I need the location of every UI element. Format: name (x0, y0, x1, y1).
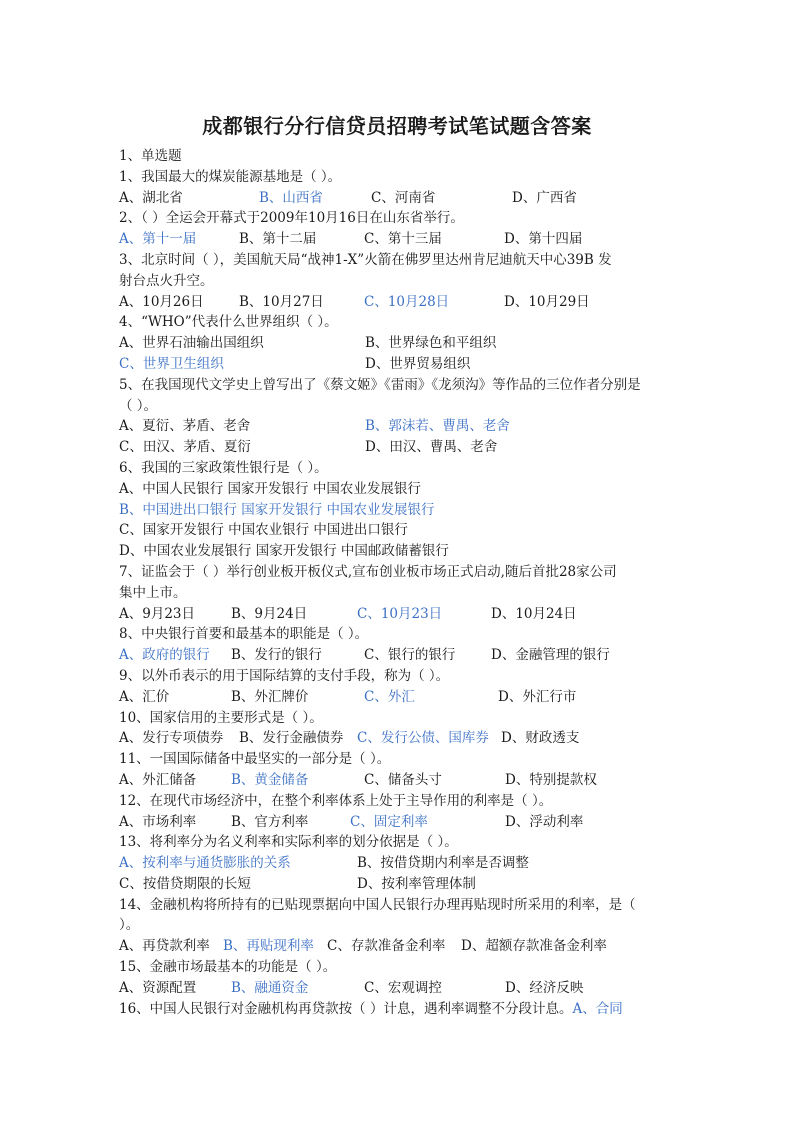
option-b: B、第十二届 (239, 231, 317, 248)
option-b-answer: B、融通资金 (231, 979, 309, 996)
option-d: D、广西省 (512, 189, 577, 206)
question-12: 12、在现代市场经济中，在整个利率体系上处于主导作用的利率是（ ）。 (119, 792, 553, 809)
question-13-options-cd (119, 874, 689, 895)
option-c-answer: C、发行公债、国库券 (357, 730, 489, 747)
option-c: C、宏观调控 (364, 979, 442, 996)
option-b: B、10月27日 (239, 293, 324, 310)
option-b-answer: B、黄金储备 (231, 771, 309, 788)
question-16 (119, 999, 689, 1020)
question-1: 1、我国最大的煤炭能源基地是（ ）。 (119, 168, 342, 185)
option-d: D、财政透支 (501, 730, 580, 747)
question-16-text: 16、中国人民银行对金融机构再贷款按（ ）计息，遇利率调整不分段计息。 (119, 1000, 573, 1017)
option-a-answer: A、合同 (572, 1000, 623, 1017)
question-12-options (119, 812, 689, 833)
option-b: B、9月24日 (231, 605, 308, 622)
question-14-options (119, 936, 689, 957)
question-7-line-2: 集中上市。 (119, 584, 187, 601)
option-c: C、储备头寸 (364, 771, 442, 788)
question-6: 6、我国的三家政策性银行是（ ）。 (119, 459, 328, 476)
question-4-options-ab (119, 333, 689, 354)
option-d: D、金融管理的银行 (491, 647, 610, 664)
option-d: D、按利率管理体制 (357, 875, 476, 892)
option-a: A、中国人民银行 国家开发银行 中国农业发展银行 (119, 480, 421, 497)
option-a-answer: A、按利率与通货膨胀的关系 (119, 855, 291, 872)
option-b: B、官方利率 (231, 813, 309, 830)
option-d: D、外汇行市 (498, 688, 577, 705)
option-b: B、发行金融债券 (239, 730, 344, 747)
option-d: D、经济反映 (505, 979, 584, 996)
question-15-options (119, 978, 689, 999)
option-c: C、国家开发银行 中国农业银行 中国进出口银行 (119, 522, 408, 539)
option-a: A、10月26日 (119, 293, 204, 310)
question-3-line-2: 射台点火升空。 (119, 272, 214, 289)
option-d: D、中国农业发展银行 国家开发银行 中国邮政储蓄银行 (119, 543, 449, 560)
question-5-line-1: 5、在我国现代文学史上曾写出了《蔡文姬》《雷雨》《龙须沟》等作品的三位作者分别是 (119, 376, 641, 393)
option-b: B、发行的银行 (231, 647, 322, 664)
question-7-options (119, 604, 689, 625)
option-b-answer: B、山西省 (259, 189, 323, 206)
question-9: 9、以外币表示的用于国际结算的支付手段，称为（ ）。 (119, 667, 450, 684)
document-title: 成都银行分行信贷员招聘考试笔试题含答案 (202, 114, 592, 138)
option-a: A、再贷款利率 (119, 938, 210, 955)
question-7-line-1: 7、证监会于（ ）举行创业板开板仪式,宣布创业板市场正式启动,随后首批28家公司 (119, 563, 617, 580)
option-a: A、外汇储备 (119, 771, 197, 788)
option-b: B、外汇牌价 (231, 688, 309, 705)
option-c: C、按借贷期限的长短 (119, 875, 251, 892)
option-b-answer: B、中国进出口银行 国家开发银行 中国农业发展银行 (119, 501, 435, 518)
question-10: 10、国家信用的主要形式是（ ）。 (119, 709, 323, 726)
option-a-answer: A、政府的银行 (119, 647, 210, 664)
option-a: A、湖北省 (119, 189, 183, 206)
question-5-options-ab (119, 416, 689, 437)
option-c: C、银行的银行 (364, 647, 456, 664)
option-c-answer: C、外汇 (364, 688, 415, 705)
option-c: C、河南省 (371, 189, 436, 206)
option-d: D、浮动利率 (505, 813, 584, 830)
option-c-answer: C、10月23日 (357, 605, 443, 622)
question-list (119, 146, 689, 1019)
question-1-options (119, 188, 689, 209)
question-4: 4、“WHO”代表什么世界组织（ ）。 (119, 314, 338, 331)
option-d: D、第十四届 (504, 231, 583, 248)
question-9-options (119, 687, 689, 708)
question-14-line-2: ）。 (119, 917, 140, 934)
option-a: A、发行专项债券 (119, 730, 224, 747)
question-11-options (119, 770, 689, 791)
question-3-options (119, 292, 689, 313)
option-a-answer: A、第十一届 (119, 231, 197, 248)
option-a: A、资源配置 (119, 979, 197, 996)
option-d: D、特别提款权 (505, 771, 597, 788)
option-b-answer: B、郭沫若、曹禺、老舍 (365, 418, 510, 435)
option-b-answer: B、再贴现利率 (223, 938, 314, 955)
question-13-options-ab (119, 853, 689, 874)
option-c: C、田汉、茅盾、夏衍 (119, 439, 251, 456)
question-10-options (119, 728, 689, 749)
question-2: 2、（ ）全运会开幕式于2009年10月16日在山东省举行。 (119, 210, 464, 227)
question-5-options-cd (119, 437, 689, 458)
question-2-options (119, 229, 689, 250)
option-d: D、10月29日 (504, 293, 590, 310)
option-c: C、存款准备金利率 (327, 938, 446, 955)
question-13: 13、将利率分为名义利率和实际利率的划分依据是（ ）。 (119, 834, 458, 851)
question-8-options (119, 645, 689, 666)
option-c-answer: C、固定利率 (350, 813, 428, 830)
section-heading: 1、单选题 (119, 148, 182, 164)
option-c-answer: C、世界卫生组织 (119, 355, 224, 372)
question-8: 8、中央银行首要和最基本的职能是（ ）。 (119, 626, 369, 643)
option-c-answer: C、10月28日 (364, 293, 450, 310)
question-3-line-1: 3、北京时间（ ），美国航天局“战神1-X”火箭在佛罗里达州肯尼迪航天中心39B 发 (119, 251, 612, 268)
option-d: D、田汉、曹禺、老舍 (365, 439, 498, 456)
option-a: A、汇价 (119, 688, 170, 705)
question-4-options-cd (119, 354, 689, 375)
option-a: A、世界石油输出国组织 (119, 335, 264, 352)
option-d: D、超额存款准备金利率 (461, 938, 607, 955)
question-15: 15、金融市场最基本的功能是（ ）。 (119, 959, 337, 976)
question-14-line-1: 14、金融机构将所持有的已贴现票据向中国人民银行办理再贴现时所采用的利率，是（ (119, 896, 636, 913)
option-b: B、世界绿色和平组织 (365, 335, 497, 352)
question-11: 11、一国国际储备中最坚实的一部分是（ ）。 (119, 751, 391, 768)
option-c: C、第十三届 (364, 231, 442, 248)
option-b: B、按借贷期内利率是否调整 (357, 855, 529, 872)
option-d: D、世界贸易组织 (365, 355, 471, 372)
option-a: A、9月23日 (119, 605, 196, 622)
option-a: A、市场利率 (119, 813, 197, 830)
question-5-line-2: （ ）。 (119, 397, 158, 414)
option-d: D、10月24日 (491, 605, 577, 622)
option-a: A、夏衍、茅盾、老舍 (119, 418, 251, 435)
